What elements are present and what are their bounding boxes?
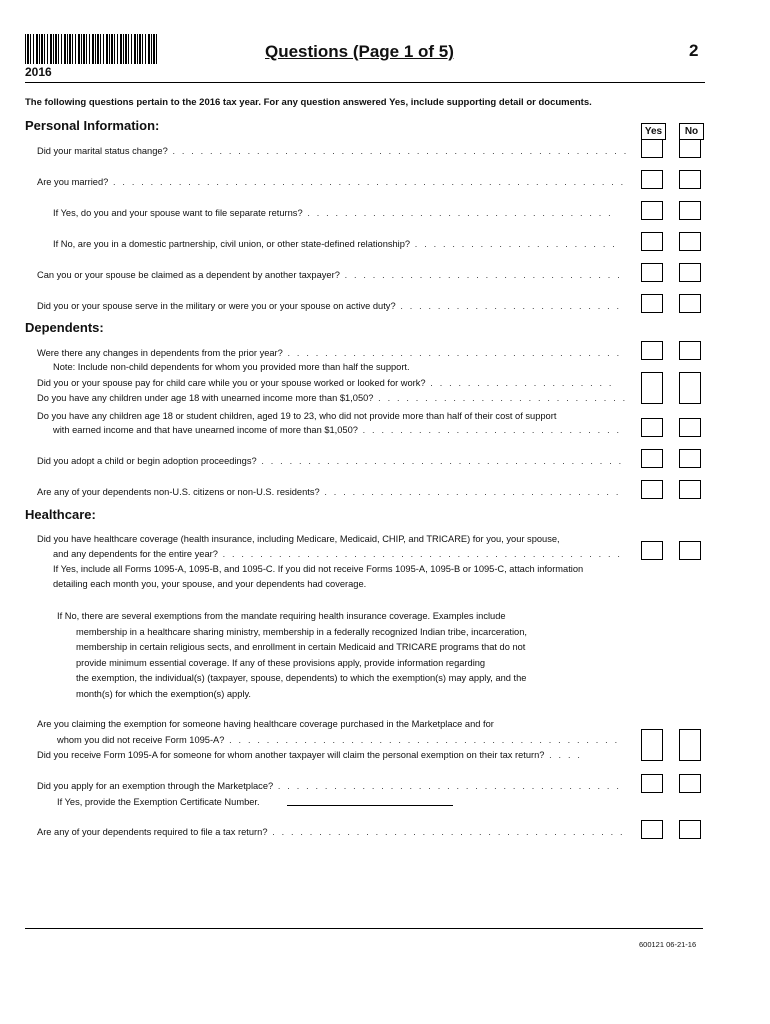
instruction-text: detailing each month you, your spouse, and your dependents had coverage. bbox=[53, 579, 367, 589]
yes-checkbox[interactable] bbox=[641, 774, 663, 793]
question-row: Do you have any children age 18 or student children, aged 19 to 23, who did not provide more than half of their cost of support bbox=[37, 411, 557, 421]
yes-checkbox[interactable] bbox=[641, 139, 663, 158]
no-checkbox-pair[interactable] bbox=[679, 729, 701, 761]
no-checkbox[interactable] bbox=[679, 541, 701, 560]
section-dependents: Dependents: bbox=[25, 320, 104, 335]
yes-column-header: Yes bbox=[641, 123, 666, 140]
note-text: Note: Include non-child dependents for whom you provided more than half the support. bbox=[53, 362, 410, 372]
question-row: Are you married? . . . . . . . . . . . . . . . . . . . . . . . . . . . . . . . . . . . . . . . . . . . . . . . . . . . . . . . bbox=[37, 177, 626, 187]
question-row: Did you or your spouse pay for child care while you or your spouse worked or looked for work? . . . . . . . . . . . . . . . . . . . . bbox=[37, 378, 614, 388]
header-divider bbox=[25, 82, 705, 83]
yes-checkbox[interactable] bbox=[641, 232, 663, 251]
exemption-certificate-input[interactable] bbox=[287, 805, 453, 806]
footer-divider bbox=[25, 928, 703, 929]
section-personal: Personal Information: bbox=[25, 118, 160, 133]
page-number: 2 bbox=[689, 41, 699, 60]
question-row: If Yes, do you and your spouse want to file separate returns? . . . . . . . . . . . . . . . . . . . . . . . . . . . . . . . . . bbox=[53, 208, 613, 218]
instruction-text: membership in a healthcare sharing ministry, membership in a federally recognized Indian tribe, incarceration, bbox=[76, 627, 527, 637]
no-checkbox[interactable] bbox=[679, 201, 701, 220]
no-checkbox[interactable] bbox=[679, 341, 701, 360]
yes-checkbox[interactable] bbox=[641, 201, 663, 220]
form-code: 600121 06-21-16 bbox=[639, 940, 697, 949]
form-year: 2016 bbox=[25, 65, 52, 79]
barcode bbox=[25, 34, 158, 64]
yes-checkbox[interactable] bbox=[641, 170, 663, 189]
yes-checkbox[interactable] bbox=[641, 541, 663, 560]
question-row: Can you or your spouse be claimed as a dependent by another taxpayer? . . . . . . . . . . . . . . . . . . . . . . . . . . . . . . bbox=[37, 270, 622, 280]
question-row: Did you or your spouse serve in the military or were you or your spouse on active duty? . . . . . . . . . . . . . . . . . . . . . . . . bbox=[37, 301, 622, 311]
no-checkbox[interactable] bbox=[679, 232, 701, 251]
yes-checkbox[interactable] bbox=[641, 820, 663, 839]
question-row: Do you have any children under age 18 with unearned income more than $1,050? . . . . . . . . . . . . . . . . . . . . . . . . . . . bbox=[37, 393, 628, 403]
yes-checkbox-pair[interactable] bbox=[641, 729, 663, 761]
yes-checkbox[interactable] bbox=[641, 341, 663, 360]
instruction-text: provide minimum essential coverage. If any of these provisions apply, provide information regarding bbox=[76, 658, 486, 668]
no-checkbox[interactable] bbox=[679, 774, 701, 793]
question-row: Are you claiming the exemption for someone having healthcare coverage purchased in the Marketplace and for bbox=[37, 719, 494, 729]
question-row: with earned income and that have unearned income of more than $1,050? . . . . . . . . . . . . . . . . . . . . . . . . . . . . bbox=[53, 425, 622, 435]
no-checkbox-pair[interactable] bbox=[679, 372, 701, 404]
yes-checkbox[interactable] bbox=[641, 480, 663, 499]
instruction-text: month(s) for which the exemption(s) apply. bbox=[76, 689, 251, 699]
instruction-text: If No, there are several exemptions from the mandate requiring health insurance coverage. Examples include bbox=[57, 611, 506, 621]
no-checkbox[interactable] bbox=[679, 294, 701, 313]
instruction-text: the exemption, the individual(s) (taxpayer, spouse, dependents) to which the exemption(s) may apply, and the bbox=[76, 673, 527, 683]
question-row: Did you have healthcare coverage (health insurance, including Medicare, Medicaid, CHIP, and TRICARE) for you, your spouse, bbox=[37, 534, 560, 544]
yes-checkbox[interactable] bbox=[641, 418, 663, 437]
instruction-text: membership in certain religious sects, and enrollment in certain Medicaid and TRICARE programs that do not bbox=[76, 642, 526, 652]
question-row: Did your marital status change? . . . . . . . . . . . . . . . . . . . . . . . . . . . . . . . . . . . . . . . . . . . . . . . . . bbox=[37, 146, 629, 156]
yes-checkbox-pair[interactable] bbox=[641, 372, 663, 404]
question-row: Did you receive Form 1095-A for someone for whom another taxpayer will claim the personal exemption on their tax return? . . . . bbox=[37, 750, 583, 760]
section-healthcare: Healthcare: bbox=[25, 507, 96, 522]
page-title: Questions (Page 1 of 5) bbox=[265, 42, 454, 61]
question-row: Are any of your dependents required to file a tax return? . . . . . . . . . . . . . . . . . . . . . . . . . . . . . . . . . . . . . . bbox=[37, 827, 625, 837]
yes-checkbox[interactable] bbox=[641, 263, 663, 282]
question-row: Did you apply for an exemption through the Marketplace? . . . . . . . . . . . . . . . . . . . . . . . . . . . . . . . . . . . . . bbox=[37, 781, 622, 791]
no-checkbox[interactable] bbox=[679, 480, 701, 499]
instruction-text: If Yes, include all Forms 1095-A, 1095-B, and 1095-C. If you did not receive Forms 1095-A, 1095-B or 1095-C, attach information bbox=[53, 564, 584, 574]
no-checkbox[interactable] bbox=[679, 449, 701, 468]
no-checkbox[interactable] bbox=[679, 418, 701, 437]
yes-checkbox[interactable] bbox=[641, 294, 663, 313]
yes-checkbox[interactable] bbox=[641, 449, 663, 468]
intro-text: The following questions pertain to the 2016 tax year. For any question answered Yes, include supporting detail or documents. bbox=[25, 97, 592, 108]
question-row: If No, are you in a domestic partnership, civil union, or other state-defined relationship? . . . . . . . . . . . . . . . . . . . . . . bbox=[53, 239, 617, 249]
no-column-header: No bbox=[679, 123, 704, 140]
question-row: and any dependents for the entire year? . . . . . . . . . . . . . . . . . . . . . . . . . . . . . . . . . . . . . . . . . . . bbox=[53, 549, 623, 559]
no-checkbox[interactable] bbox=[679, 139, 701, 158]
question-row: whom you did not receive Form 1095-A? . . . . . . . . . . . . . . . . . . . . . . . . . . . . . . . . . . . . . . . . . . bbox=[57, 735, 620, 745]
no-checkbox[interactable] bbox=[679, 170, 701, 189]
question-row: Are any of your dependents non-U.S. citizens or non-U.S. residents? . . . . . . . . . . . . . . . . . . . . . . . . . . . . . . . . bbox=[37, 487, 621, 497]
no-checkbox[interactable] bbox=[679, 263, 701, 282]
question-row: Were there any changes in dependents from the prior year? . . . . . . . . . . . . . . . . . . . . . . . . . . . . . . . . . . . . bbox=[37, 348, 622, 358]
question-row: If Yes, provide the Exemption Certificate Number. bbox=[57, 797, 260, 807]
question-row: Did you adopt a child or begin adoption proceedings? . . . . . . . . . . . . . . . . . . . . . . . . . . . . . . . . . . . . . . . bbox=[37, 456, 624, 466]
no-checkbox[interactable] bbox=[679, 820, 701, 839]
